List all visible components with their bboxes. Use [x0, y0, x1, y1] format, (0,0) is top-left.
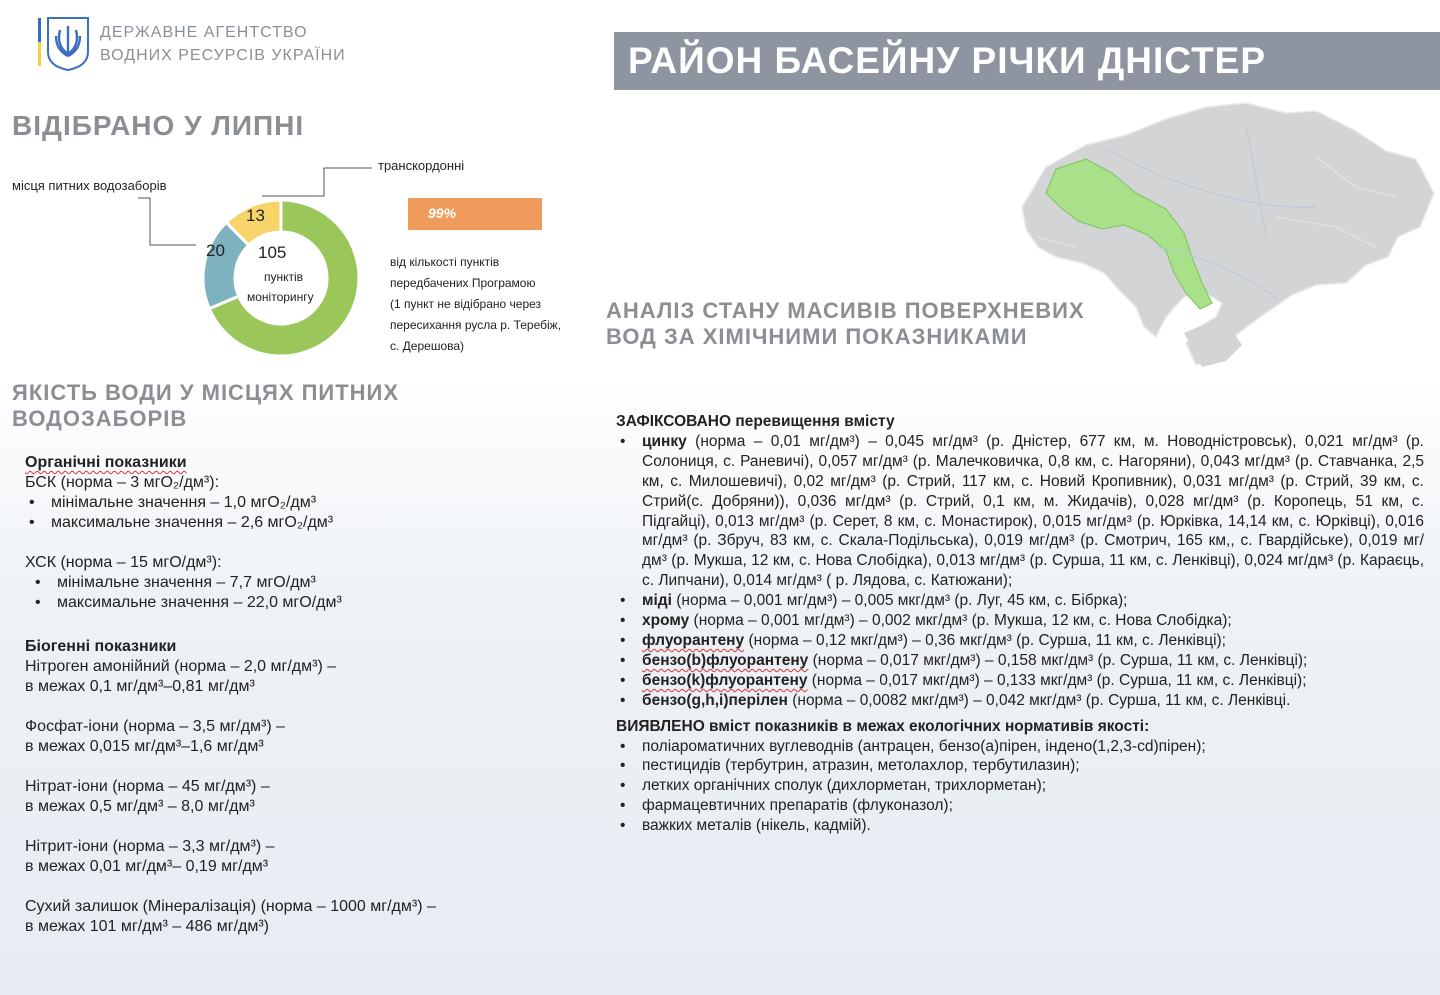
detected-item: • фармацевтичних препаратів (флуконазол); [616, 796, 1424, 816]
quality-title-line1: ЯКІСТЬ ВОДИ У МІСЦЯХ ПИТНИХ [12, 380, 400, 405]
bkf-name: бензо(k)флуорантену [642, 671, 808, 689]
phosphate-line2: в межах 0,015 мг/дм³–1,6 мг/дм³ [25, 738, 264, 755]
detected-item: • поліароматичних вуглеводнів (антрацен, бензо(а)пірен, індено(1,2,3-cd)пірен); [616, 737, 1424, 757]
exceedance-details [616, 412, 1424, 836]
ammonium-line1: Нітроген амонійний (норма – 2,0 мг/дм³) – [25, 658, 337, 675]
detected-item: • важких металів (нікель, кадмій). [616, 816, 1424, 836]
section-title-selected: ВІДІБРАНО У ЛИПНІ [12, 110, 305, 141]
hsk-max: • максимальне значення – 22,0 мгО/дм³ [31, 593, 585, 613]
page-title: РАЙОН БАСЕЙНУ РІЧКИ ДНІСТЕР [628, 40, 1267, 81]
fixed-title: ЗАФІКСОВАНО перевищення вмісту [616, 413, 895, 430]
fluor-text: (норма – 0,12 мкг/дм³) – 0,36 мкг/дм³ (р. Сурша, 11 км, с. Ленківці); [748, 631, 1226, 649]
donut-label-drinking: 20 [206, 241, 225, 260]
detected-list [616, 737, 1424, 837]
fixed-item-chrome [616, 611, 1424, 631]
fixed-item-zinc [616, 432, 1424, 591]
note-line: пересихання русла р. Теребіж, [390, 318, 562, 332]
fixed-item-copper [616, 591, 1424, 611]
agency-name-line2: ВОДНИХ РЕСУРСІВ УКРАЇНИ [100, 47, 346, 64]
note-line: від кількості пунктів [390, 255, 500, 269]
section-title-quality [12, 380, 399, 432]
nitrate-line2: в межах 0,5 мг/дм³ – 8,0 мг/дм³ [25, 798, 255, 815]
donut-center-label1: пунктів [264, 270, 304, 284]
bsk-max: • максимальне значення – 2,6 мгО₂/дм³ [25, 513, 585, 533]
donut-label-transboundary: 13 [246, 206, 265, 225]
nitrate-line1: Нітрат-іони (норма – 45 мг/дм³) – [25, 778, 270, 795]
bsk-title: БСК (норма – 3 мгО₂/дм³): [25, 474, 220, 491]
percent-value: 99% [428, 205, 457, 221]
fixed-list [616, 432, 1424, 711]
agency-name-line1: ДЕРЖАВНЕ АГЕНТСТВО [100, 24, 308, 41]
donut-total-value: 105 [258, 243, 287, 262]
hsk-list [25, 573, 585, 613]
label-drinking-intakes: місця питних водозаборів [12, 178, 167, 193]
note-text [390, 252, 590, 357]
quality-title-line2: ВОДОЗАБОРІВ [12, 406, 188, 431]
chrome-name: хрому [642, 612, 690, 630]
fixed-item-bghi [616, 691, 1424, 711]
analysis-title [606, 298, 1085, 350]
analysis-title-line1: АНАЛІЗ СТАНУ МАСИВІВ ПОВЕРХНЕВИХ [606, 298, 1085, 323]
zinc-text: (норма – 0,01 мг/дм³) – 0,045 мг/дм³ (р. Дністер, 677 км, м. Новодністровськ), 0,021 мг/дм³ (р. Солониця, с. Раневичі), 0,057 мг/дм³ (р. Малечковичка, 0,8 км, с. Нагоряни), 0,043 мг/дм³ (р. Ставчанка, 2,5 км, с. Милошевичі), 0,02 мг/дм³ (р. Стрий, 117 км, с. Новий Кропивник), 0,031 мг/дм³ (р. Стрий, 39 км, с. Стрий(с. Добряни)), 0,036 мг/дм³ (р. Стрий, 0,1 км, м. Жидачів), 0,028 мг/дм³ (р. Коропець, 51 км, с. Підгайці), 0,013 мг/дм³ (р. Серет, 8 км, с. Монастирок), 0,015 мг/дм³ (р. Юрківка, 14,14 км, с. Юрківці), 0,016 мг/дм³ (р. Збруч, 83 км, с. Скала-Подільська), 0,019 мг/дм³ (р. Смотрич, 165 км,, с. Гвардійське), 0,019 мг/дм³ (р. Мукша, 12 км, с. Нова Слобідка), 0,013 мг/дм³ (р. Сурша, 11 км, с. Ленківці), 0,024 мг/дм³ (р. Караєць, с. Липчани), 0,014 мг/дм³ ( р. Лядова, с. Катюжани); [642, 432, 1424, 590]
note-line: (1 пункт не відібрано через [390, 297, 542, 311]
fixed-item-bkf [616, 671, 1424, 691]
bbf-text: (норма – 0,017 мкг/дм³) – 0,158 мкг/дм³ (р. Сурша, 11 км, с. Ленківці); [812, 651, 1308, 669]
bkf-text: (норма – 0,017 мкг/дм³) – 0,133 мкг/дм³ (р. Сурша, 11 км, с. Ленківці); [811, 671, 1307, 689]
copper-text: (норма – 0,001 мг/дм³) – 0,005 мкг/дм³ (р. Луг, 45 км, с. Бібрка); [676, 592, 1128, 610]
organic-title: Органічні показники [25, 454, 187, 471]
chrome-text: (норма – 0,001 мг/дм³) – 0,002 мкг/дм³ (р. Мукша, 12 км, с. Нова Слобідка); [693, 612, 1232, 630]
note-line: передбачених Програмою [390, 276, 536, 290]
bsk-list [25, 493, 585, 533]
analysis-title-line2: ВОД ЗА ХІМІЧНИМИ ПОКАЗНИКАМИ [606, 324, 1028, 349]
quality-details [25, 453, 585, 937]
note-line: с. Дерешова) [390, 339, 465, 353]
detected-title: ВИЯВЛЕНО вміст показників в межах екологічних нормативів якості: [616, 717, 1150, 735]
nitrite-line2: в межах 0,01 мг/дм³– 0,19 мг/дм³ [25, 858, 269, 875]
bbf-name: бензо(b)флуорантену [642, 651, 809, 669]
dry-residue-line1: Сухий залишок (Мінералізація) (норма – 1000 мг/дм³) – [25, 898, 436, 915]
hsk-min: • мінімальне значення – 7,7 мгО/дм³ [31, 573, 585, 593]
copper-name: міді [642, 592, 672, 610]
phosphate-line1: Фосфат-іони (норма – 3,5 мг/дм³) – [25, 718, 286, 735]
bsk-min: • мінімальне значення – 1,0 мгО₂/дм³ [25, 493, 585, 513]
donut-center-label2: моніторингу [247, 290, 314, 304]
bghi-name: бензо(g,h,i)перілен [642, 691, 788, 709]
detected-item: • пестицидів (тербутрин, атразин, метолахлор, тербутилазин); [616, 756, 1424, 776]
fixed-item-fluoranthene [616, 631, 1424, 651]
hsk-title: ХСК (норма – 15 мгО/дм³): [25, 554, 222, 571]
detected-item: • летких органічних сполук (дихлорметан, трихлорметан); [616, 776, 1424, 796]
bghi-text: (норма – 0,0082 мкг/дм³) – 0,042 мкг/дм³ (р. Сурша, 11 км, с. Ленківці. [792, 691, 1291, 709]
fixed-item-bbf [616, 651, 1424, 671]
ammonium-line2: в межах 0,1 мг/дм³–0,81 мг/дм³ [25, 678, 255, 695]
fluor-name: флуорантену [642, 631, 745, 649]
biogenic-title: Біогенні показники [25, 638, 177, 655]
dry-residue-line2: в межах 101 мг/дм³ – 486 мг/дм³) [25, 918, 269, 935]
zinc-name: цинку [642, 432, 687, 450]
nitrite-line1: Нітрит-іони (норма – 3,3 мг/дм³) – [25, 838, 275, 855]
label-transboundary: транскордонні [378, 158, 465, 173]
